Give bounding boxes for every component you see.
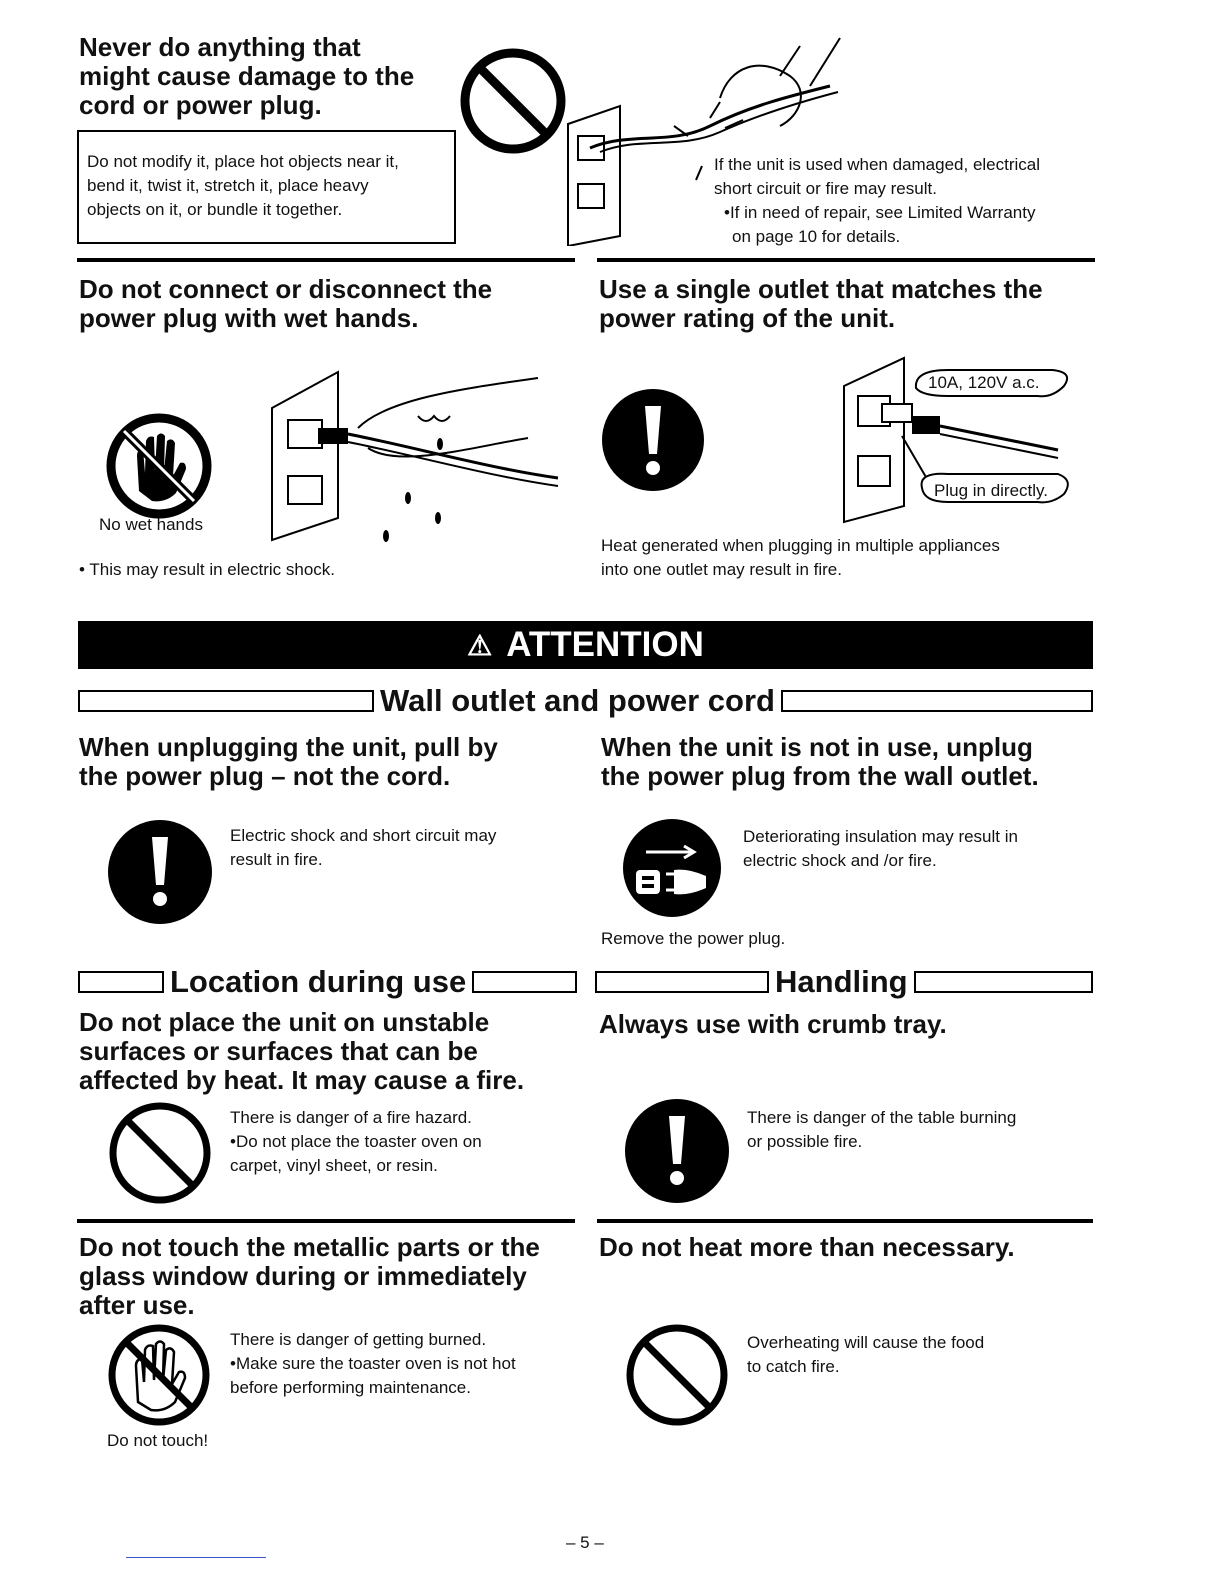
crumb-heading: Always use with crumb tray. [599,1009,947,1039]
metallic-heading: Do not touch the metallic parts or the glass window during or immediately after use. [79,1232,540,1320]
do-not-touch-icon [106,1322,212,1428]
crumb-text: There is danger of the table burning or possible fire. [747,1108,1017,1151]
unstable-text: There is danger of a fire hazard. •Do not place the toaster oven on carpet, vinyl sheet, or resin. [230,1108,482,1175]
section-handling: Handling [595,964,1093,1000]
mandatory-icon [107,819,213,925]
page-number: – 5 – [566,1533,604,1552]
prohibited-icon [107,1100,213,1206]
warning-triangle-icon: ⚠ [467,629,493,661]
divider [77,258,575,262]
damage-warning-text: If the unit is used when damaged, electrical short circuit or fire may result. •If in need of repair, see Limited Warranty on page 10 for details. [714,155,1041,246]
single-outlet-heading: Use a single outlet that matches the power rating of the unit. [599,274,1043,333]
remove-plug-icon [622,818,722,918]
no-wet-hands-caption: No wet hands [99,515,203,534]
top-heading: Never do anything that might cause damage to the cord or power plug. [79,32,415,120]
plug-directly-callout: Plug in directly. [934,481,1049,500]
mandatory-icon [601,388,705,492]
overheat-heading: Do not heat more than necessary. [599,1232,1015,1262]
divider [77,1219,575,1223]
metallic-text: There is danger of getting burned. •Make sure the toaster oven is not hot before performing maintenance. [230,1330,516,1397]
unplug-pull-heading: When unplugging the unit, pull by the power plug – not the cord. [79,732,498,791]
unplug-unused-heading: When the unit is not in use, unplug the power plug from the wall outlet. [601,732,1039,791]
rating-callout: 10A, 120V a.c. [928,373,1040,392]
do-not-touch-caption: Do not touch! [107,1431,209,1450]
attention-banner [78,621,1093,669]
mandatory-icon [624,1098,730,1204]
warning-box-text: Do not modify it, place hot objects near it, bend it, twist it, stretch it, place heavy objects on it, or bundle it together. [87,152,399,219]
wet-hands-note: • This may result in electric shock. [79,560,335,579]
prohibited-icon [458,46,568,156]
single-outlet-note: Heat generated when plugging in multiple appliances into one outlet may result in fire. [601,536,1000,579]
section-location: Location during use [78,964,577,1000]
footer-line [126,1557,266,1558]
wet-hands-heading: Do not connect or disconnect the power plug with wet hands. [79,274,493,333]
no-wet-hands-icon [104,411,214,521]
prohibited-icon [624,1322,730,1428]
remove-plug-caption: Remove the power plug. [601,929,786,948]
attention-label: ATTENTION [506,625,704,664]
wet-hand-outlet-illustration [268,368,568,553]
divider [597,1219,1093,1223]
section-wall-outlet: Wall outlet and power cord [78,683,1093,719]
divider [597,258,1095,262]
overheat-text: Overheating will cause the food to catch fire. [747,1333,985,1376]
unplug-unused-text: Deteriorating insulation may result in electric shock and /or fire. [743,827,1018,870]
unplug-pull-text: Electric shock and short circuit may result in fire. [230,826,497,869]
unstable-heading: Do not place the unit on unstable surfaces or surfaces that can be affected by heat. It may cause a fire. [79,1007,525,1095]
